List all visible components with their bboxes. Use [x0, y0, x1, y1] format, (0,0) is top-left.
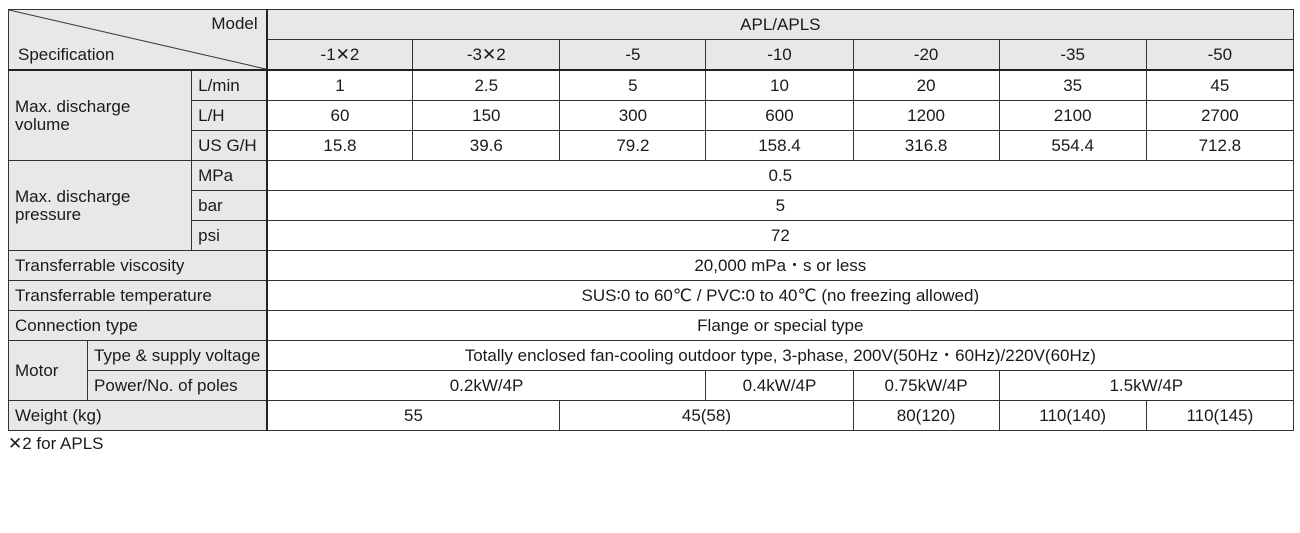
table-cell: 2.5 — [413, 70, 560, 101]
unit-label: psi — [192, 221, 267, 251]
table-cell: Totally enclosed fan-cooling outdoor type, 3-phase, 200V(50Hz・60Hz)/220V(60Hz) — [267, 341, 1294, 371]
header-row-1 — [9, 10, 1294, 40]
model-col-1: -1✕2 — [267, 40, 413, 71]
pressure-row-psi — [9, 221, 1294, 251]
table-cell: SUS∶0 to 60℃ / PVC∶0 to 40℃ (no freezing allowed) — [267, 281, 1294, 311]
table-cell: 0.4kW/4P — [706, 371, 853, 401]
table-cell: 2100 — [999, 101, 1146, 131]
table-cell: 39.6 — [413, 131, 560, 161]
table-cell: 110(140) — [999, 401, 1146, 431]
series-name: APL/APLS — [267, 10, 1294, 40]
table-cell: 20,000 mPa・s or less — [267, 251, 1294, 281]
temperature-label: Transferrable temperature — [9, 281, 267, 311]
table-cell: 5 — [267, 191, 1294, 221]
table-cell: 20 — [853, 70, 999, 101]
model-col-35: -35 — [999, 40, 1146, 71]
table-cell: 80(120) — [853, 401, 999, 431]
table-cell: 158.4 — [706, 131, 853, 161]
table-cell: 5 — [560, 70, 706, 101]
model-col-50: -50 — [1146, 40, 1293, 71]
motor-power-row — [9, 371, 1294, 401]
table-cell: 150 — [413, 101, 560, 131]
table-cell: 72 — [267, 221, 1294, 251]
motor-power-label: Power/No. of poles — [88, 371, 267, 401]
table-cell: 0.75kW/4P — [853, 371, 999, 401]
table-cell: 45(58) — [560, 401, 853, 431]
table-cell: 79.2 — [560, 131, 706, 161]
unit-label: US G/H — [192, 131, 267, 161]
unit-label: bar — [192, 191, 267, 221]
table-cell: 0.2kW/4P — [267, 371, 706, 401]
table-cell: 45 — [1146, 70, 1293, 101]
temperature-row — [9, 281, 1294, 311]
model-col-20: -20 — [853, 40, 999, 71]
weight-label: Weight (kg) — [9, 401, 267, 431]
motor-type-label: Type & supply voltage — [88, 341, 267, 371]
table-cell: 1200 — [853, 101, 999, 131]
unit-label: MPa — [192, 161, 267, 191]
discharge-volume-label: Max. discharge volume — [9, 70, 192, 161]
footnote: ✕2 for APLS — [8, 434, 104, 453]
pressure-row-mpa — [9, 161, 1294, 191]
unit-label: L/min — [192, 70, 267, 101]
unit-label: L/H — [192, 101, 267, 131]
weight-row — [9, 401, 1294, 431]
table-cell: 300 — [560, 101, 706, 131]
table-cell: 1 — [267, 70, 413, 101]
model-col-10: -10 — [706, 40, 853, 71]
table-cell: 55 — [267, 401, 560, 431]
table-cell: 110(145) — [1146, 401, 1293, 431]
viscosity-label: Transferrable viscosity — [9, 251, 267, 281]
pressure-row-bar — [9, 191, 1294, 221]
table-cell: 554.4 — [999, 131, 1146, 161]
discharge-pressure-label: Max. discharge pressure — [9, 161, 192, 251]
table-cell: 712.8 — [1146, 131, 1293, 161]
table-cell: 600 — [706, 101, 853, 131]
table-cell: 316.8 — [853, 131, 999, 161]
table-cell: 0.5 — [267, 161, 1294, 191]
table-cell: 10 — [706, 70, 853, 101]
table-cell: 15.8 — [267, 131, 413, 161]
specification-table — [8, 9, 1294, 431]
model-spec-corner — [9, 10, 267, 71]
table-cell: 2700 — [1146, 101, 1293, 131]
table-cell: 35 — [999, 70, 1146, 101]
table-cell: 1.5kW/4P — [999, 371, 1293, 401]
motor-label: Motor — [9, 341, 88, 401]
connection-label: Connection type — [9, 311, 267, 341]
volume-row-usgh — [9, 131, 1294, 161]
table-cell: 60 — [267, 101, 413, 131]
volume-row-lmin — [9, 70, 1294, 101]
specification-label: Specification — [18, 45, 115, 64]
model-label: Model — [211, 14, 258, 33]
model-col-5: -5 — [560, 40, 706, 71]
model-col-3: -3✕2 — [413, 40, 560, 71]
viscosity-row — [9, 251, 1294, 281]
volume-row-lh — [9, 101, 1294, 131]
motor-type-row — [9, 341, 1294, 371]
connection-row — [9, 311, 1294, 341]
table-cell: Flange or special type — [267, 311, 1294, 341]
